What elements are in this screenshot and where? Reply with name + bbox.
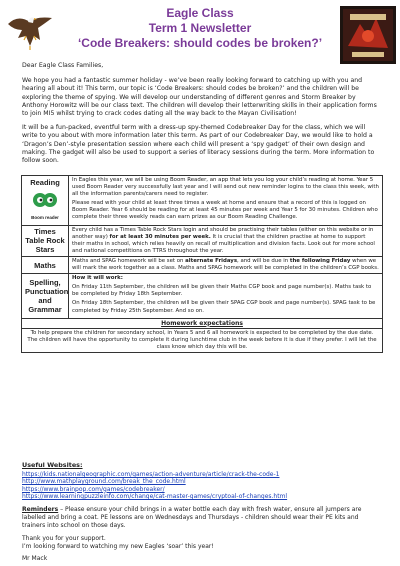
reading-content bbox=[69, 176, 383, 226]
spag-paragraph-1: On Friday 11th September, the children will be given their Maths CGP book and page number(s). Maths task to be completed by Friday 18th September. bbox=[72, 284, 372, 298]
maths-row bbox=[22, 256, 383, 273]
signature: Mr Mack bbox=[22, 555, 48, 563]
reminders-text: – Please ensure your child brings in a water bottle each day with fresh water, ensure all jumpers are labelled and bring a coat. PE lessons are on Wednesdays and Thursdays - children should wear their PE kits and trainers into school on those days. bbox=[22, 506, 362, 530]
reading-row bbox=[22, 176, 383, 226]
maths-text-a: Maths and SPAG homework will be set on bbox=[72, 257, 186, 264]
ttrs-content bbox=[69, 225, 383, 256]
looking-forward-line: I’m looking forward to watching my new Eagles ‘soar’ this year! bbox=[22, 542, 214, 550]
intro-paragraph-1: We hope you had a fantastic summer holiday - we’ve been really looking forward to catching up with you and hearing all about it! This term, our topic is ‘Code Breakers: should codes be broken?’ and the children will be exploring the theme of spying. We will develop our understanding of different genres and Storm Breaker by Anthony Horowitz will be our class text. The children will develop their letterwriting skills in their application forms to join MI5 whilst trying to crack codes dating all the way back to the Mayan Civilisation! bbox=[22, 77, 377, 118]
info-table bbox=[21, 175, 383, 353]
introduction bbox=[22, 62, 382, 171]
website-link-4[interactable]: https://www.learningpuzzleinfo.com/change/cat-master-games/cryptoal-of-changes.html bbox=[22, 493, 288, 501]
website-link-2[interactable]: http://www.mathplayground.com/break_the_code.html bbox=[22, 478, 186, 486]
spag-paragraph-2: On Friday 18th September, the children will be given their SPAG CGP book and page number(s). SPAG task to be completed by Friday 25th September. And so on. bbox=[72, 300, 376, 314]
ttrs-row bbox=[22, 225, 383, 256]
newsletter-titles bbox=[60, 6, 340, 51]
class-name: Eagle Class bbox=[166, 6, 234, 20]
reminders bbox=[22, 506, 382, 529]
eagle-logo bbox=[6, 10, 54, 54]
maths-content bbox=[69, 256, 383, 273]
salutation: Dear Eagle Class Families, bbox=[22, 62, 104, 69]
maths-text-c: , and will be due in bbox=[237, 257, 290, 264]
thanks-line: Thank you for your support. bbox=[22, 534, 106, 542]
reading-paragraph-2: Please read with your child at least three times a week at home and ensure that a record of this is logged on Boom Reader. Year 6 should be reading for at least 45 minutes per week and Year 5 for 30 minutes. Children who complete their three weekly reads can earn prizes as our Boom Reading Challenge. bbox=[72, 200, 378, 221]
website-link-1[interactable]: https://kids.nationalgeographic.com/games/action-adventure/article/crack-the-code-1 bbox=[22, 470, 280, 478]
newsletter-title: Term 1 Newsletter bbox=[148, 21, 252, 35]
header bbox=[0, 4, 400, 62]
ttrs-text-b: for at least 30 minutes per week. bbox=[109, 233, 211, 240]
reading-paragraph-1: In Eagles this year, we will be using Boom Reader, an app that lets you log your child’s reading at home. Year 5 used Boom Reader very successfully last year and I will send out new reminder logins to the class this week, with all the information parents/carers need to register. bbox=[72, 177, 379, 198]
useful-websites-heading: Useful Websites: bbox=[22, 461, 83, 469]
reading-label: Reading bbox=[30, 178, 60, 188]
spag-label: Spelling, Punctuation and Grammar bbox=[22, 274, 69, 318]
maths-text-d: the following Friday bbox=[289, 257, 351, 264]
homework-heading: Homework expectations bbox=[22, 318, 383, 328]
ttrs-text-a: Every child has a Times Table Rock Stars login and should be practising their tables (either on this website or in another way) bbox=[72, 226, 374, 240]
ttrs-text-c: It is crucial that the children practise at home to support their maths in school, which relies heavily on recall of multiplication and division facts. Look out for more school and national competitions on TTRS throughout the year. bbox=[72, 233, 375, 254]
reminders-heading: Reminders bbox=[22, 506, 59, 514]
boom-reader-logo bbox=[31, 191, 59, 211]
reading-label-cell bbox=[22, 176, 69, 226]
maths-label: Maths bbox=[22, 256, 69, 273]
website-link-3[interactable]: https://www.brainpop.com/games/codebreaker/ bbox=[22, 485, 165, 493]
spag-content bbox=[69, 274, 383, 318]
ttrs-label: Times Table Rock Stars bbox=[22, 225, 69, 256]
maths-text-b: alternate Fridays bbox=[185, 257, 238, 264]
footer-section bbox=[22, 462, 382, 563]
maths-text-e: when we will mark the work together as a class. Maths and SPAG homework will be completed in the children’s CGP books. bbox=[72, 257, 379, 272]
spag-row bbox=[22, 274, 383, 318]
homework-heading-row bbox=[22, 318, 383, 328]
boom-reader-logo-text: Boom reader bbox=[31, 215, 59, 221]
intro-paragraph-2: It will be a fun-packed, eventful term with a dress-up spy-themed Codebreaker Day for the class, which we will write to you about with more information later this term. As part of our Codebreaker Day, we would like to hold a ‘Dragon’s Den’-style presentation session where each child will present a ‘spy gadget’ of their own design and making. The gadget will also be used to support a series of literacy sessions during the term. More information to follow soon. bbox=[22, 124, 375, 165]
spag-how-heading: How it will work: bbox=[72, 275, 123, 282]
homework-row bbox=[22, 328, 383, 352]
homework-text: To help prepare the children for secondary school, in Years 5 and 6 all homework is expected to be completed by the due date. The children will have the opportunity to complete it during lunchtime club in the week before it is due if they prefer. I will let the class know which day this will be. bbox=[22, 328, 383, 352]
topic-title: ‘Code Breakers: should codes be broken?’ bbox=[77, 36, 323, 50]
stormbreaker-book-cover bbox=[340, 6, 396, 64]
